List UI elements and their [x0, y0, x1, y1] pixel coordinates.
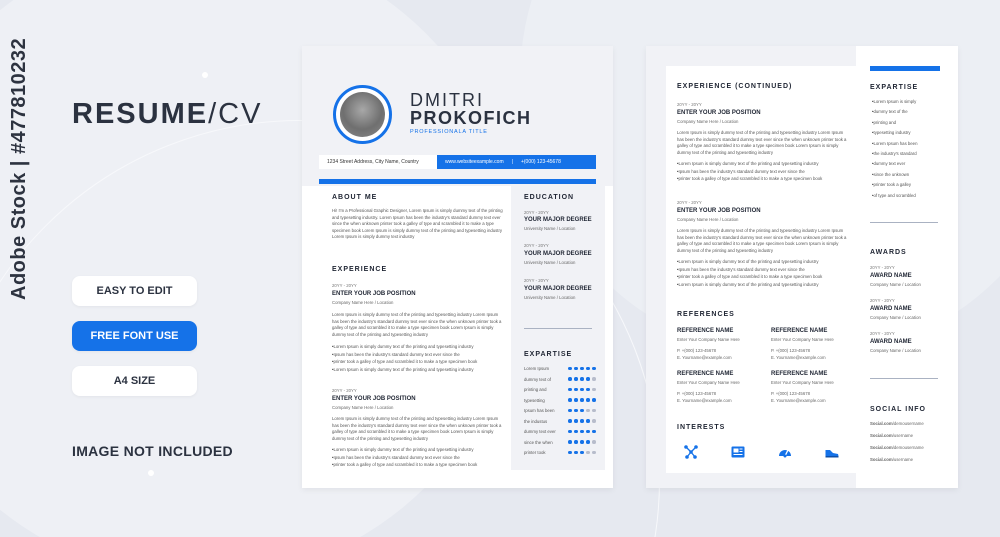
bullet-item: • printer took a galley of type and scrambled it to make a type specimen book	[332, 358, 504, 366]
edu-school: University Name / Location	[524, 260, 576, 265]
edu-school: University Name / Location	[524, 226, 576, 231]
award-company: Company Name / Location	[870, 348, 921, 353]
last-name: PROKOFICH	[410, 108, 532, 128]
award-dates: 20YY - 20YY	[870, 265, 895, 270]
edu-dates: 20YY - 20YY	[524, 243, 549, 248]
divider	[870, 378, 938, 379]
skill-level-dot	[574, 377, 578, 381]
skill-level-dot	[580, 377, 584, 381]
skill-level-dot	[568, 367, 572, 371]
expertise-heading: EXPARTISE	[524, 351, 573, 358]
reference-company: Enter Your Company Name Here	[771, 380, 834, 385]
skill-row	[524, 429, 598, 434]
reference-name: REFERENCE NAME	[771, 371, 828, 377]
skill-level-dot	[586, 388, 590, 392]
edu-school: University Name / Location	[524, 295, 576, 300]
skill-row	[524, 440, 598, 445]
phone: +(000) 123-45678	[520, 159, 561, 165]
reference-email: E. Yourname@example.com	[771, 355, 826, 360]
skill-level-dot	[592, 440, 596, 444]
skill-level-dot	[592, 430, 596, 434]
skill-level-dot	[574, 440, 578, 444]
job-text: Lorem Ipsum is simply dummy text of the printing and typesetting industry Lorem Ipsum has been the industry's standard dummy text ever since the when unknown printer took a galley of type and scrambled it to make a type specimen book Lorem Ipsum is simply dummy text of the printing and typesetting industry	[332, 312, 502, 337]
reference-phone: P. +(000) 123-45678	[677, 348, 716, 353]
address: 1234 Street Address, City Name, Country	[319, 155, 437, 169]
job-text: Lorem Ipsum is simply dummy text of the printing and typesetting industry Lorem Ipsum has been the industry's standard dummy text ever since the when unknown printer took a galley of type and scrambled it to make a type specimen book Lorem Ipsum is simply dummy text of the printing and typesetting industry	[677, 130, 847, 155]
skill-level-dot	[592, 388, 596, 392]
accent-bar	[319, 179, 596, 184]
reference-name: REFERENCE NAME	[677, 328, 734, 334]
social-heading: SOCIAL INFO	[870, 406, 926, 413]
skill-level-dot	[574, 409, 578, 413]
skill-level-dot	[574, 388, 578, 392]
award-name: AWARD NAME	[870, 339, 912, 345]
skill-level-dot	[592, 409, 596, 413]
divider	[870, 222, 938, 223]
reference-name: REFERENCE NAME	[771, 328, 828, 334]
bullet-item: • Lorem Ipsum is simply dummy text of the printing and typesetting industry	[332, 366, 504, 374]
job-bullets	[677, 258, 849, 288]
skill-level-dot	[568, 440, 572, 444]
skill-label: the industus	[524, 418, 548, 424]
skill-level-dot	[592, 377, 596, 381]
reference-phone: P. +(000) 123-45678	[771, 391, 810, 396]
side-expertise-heading: EXPARTISE	[870, 84, 919, 91]
bullet-item: • Ipsum has been the industry's standard dummy text ever since the	[677, 266, 849, 274]
job-dates: 20YY - 20YY	[677, 102, 702, 107]
skill-row	[524, 450, 598, 455]
skill-level-dot	[592, 451, 596, 455]
about-text: Hi! I'm a Professional Graphic Designer, Lorem Ipsum is simply dummy text of the printing and typesetting industry. Lorem Ipsum has been the industry's standard dummy text ever since the when unknown printer took a galley of type and scrambled it to make a type specimen book Lorem Ipsum is simply dummy text of the printing and typesetting industry Lorem Ipsum is simply dummy text industry	[332, 208, 503, 240]
bullet-item: • Ipsum has been the industry's standard dummy text ever since the	[677, 168, 849, 176]
bullet-item: • Ipsum has been the industry's standard dummy text ever since the	[332, 351, 504, 359]
skill-label: printer took	[524, 450, 546, 455]
social-item	[870, 421, 924, 426]
bullet-item: • Lorem Ipsum is simply dummy text of the printing and typesetting industry	[677, 160, 849, 168]
skill-row	[524, 377, 598, 382]
job-bullets	[332, 343, 504, 373]
skill-level-dot	[568, 409, 572, 413]
skill-level-dot	[574, 451, 578, 455]
reference-phone: P. +(000) 123-45678	[771, 348, 810, 353]
award-dates: 20YY - 20YY	[870, 331, 895, 336]
skill-level-dot	[568, 377, 572, 381]
skill-row	[524, 419, 598, 424]
reference-email: E. Yourname@example.com	[677, 355, 732, 360]
feature-pill-free-font: FREE FONT USE	[72, 321, 197, 351]
job-dates: 20YY - 20YY	[332, 283, 357, 288]
contact-bar	[437, 155, 596, 169]
skill-level-dot	[580, 430, 584, 434]
sneaker-icon	[824, 444, 840, 460]
bullet-item: • Ipsum has been the industry's standard dummy text ever since the	[332, 454, 504, 462]
expertise-item: • Lorem Ipsum is simply	[872, 97, 952, 107]
first-name: DMITRI	[410, 90, 484, 110]
skill-level-dot	[592, 398, 596, 402]
reference-email: E. Yourname@example.com	[771, 398, 826, 403]
speedometer-icon	[777, 444, 793, 460]
edu-dates: 20YY - 20YY	[524, 278, 549, 283]
expertise-item: • printer took a galley	[872, 180, 952, 190]
job-company: Company Name Here / Location	[332, 300, 394, 305]
skill-level-dot	[592, 419, 596, 423]
side-expertise-list	[872, 97, 952, 201]
award-company: Company Name / Location	[870, 315, 921, 320]
skill-level-dot	[586, 440, 590, 444]
bullet-item: • Lorem Ipsum is simply dummy text of the printing and typesetting industry	[332, 343, 504, 351]
skill-label: since the when	[524, 439, 553, 445]
social-label: Social.com	[870, 457, 893, 462]
skill-label: dummy text ever	[524, 429, 556, 434]
social-handle: /demousername	[892, 445, 924, 450]
website: www.websiteexample.com	[445, 159, 504, 165]
bullet-item: • Lorem Ipsum is simply dummy text of the printing and typesetting industry	[677, 281, 849, 289]
separator: |	[511, 159, 513, 165]
social-handle: /username	[892, 433, 913, 438]
social-item	[870, 445, 924, 450]
skill-level-dot	[586, 409, 590, 413]
social-label: Social.com	[870, 421, 893, 426]
reference-company: Enter Your Company Name Here	[677, 337, 740, 342]
skill-level-dot	[574, 398, 578, 402]
job-text: Lorem Ipsum is simply dummy text of the printing and typesetting industry Lorem Ipsum has been the industry's standard dummy text ever since the when unknown printer took a galley of type and scrambled it to make a type specimen book Lorem Ipsum is simply dummy text of the printing and typesetting industry	[677, 228, 847, 253]
job-title: ENTER YOUR JOB POSITION	[677, 110, 761, 116]
expertise-item: • since the unknown	[872, 170, 952, 180]
bullet-item: • printer took a galley of type and scrambled it to make a type specimen book	[332, 461, 504, 469]
feature-pill-a4: A4 SIZE	[72, 366, 197, 396]
expertise-item: • printing and	[872, 118, 952, 128]
social-label: Social.com	[870, 445, 893, 450]
education-heading: EDUCATION	[524, 194, 575, 201]
job-title: ENTER YOUR JOB POSITION	[332, 291, 416, 297]
skill-level-dot	[580, 451, 584, 455]
skill-level-dot	[586, 367, 590, 371]
stock-watermark: Adobe Stock | #477810232	[8, 37, 30, 300]
skill-label: dummy text of	[524, 376, 551, 382]
accent-bar	[870, 66, 940, 71]
expertise-item: • typesetting industry	[872, 128, 952, 138]
reference-phone: P. +(000) 123-45678	[677, 391, 716, 396]
expertise-item: • dummy text ever	[872, 159, 952, 169]
experience-continued-heading: EXPERIENCE (CONTINUED)	[677, 83, 793, 90]
skill-level-dot	[568, 451, 572, 455]
bullet-item: • Lorem Ipsum is simply dummy text of the printing and typesetting industry	[677, 258, 849, 266]
network-icon	[683, 444, 699, 460]
skill-level-dot	[580, 367, 584, 371]
skill-level-dot	[574, 430, 578, 434]
title-bold: RESUME	[72, 98, 209, 130]
skill-level-dot	[580, 388, 584, 392]
avatar	[340, 92, 385, 137]
edu-degree: YOUR MAJOR DEGREE	[524, 251, 592, 257]
social-handle: /demousername	[892, 421, 924, 426]
social-handle: /username	[892, 457, 913, 462]
resume-page-1	[302, 46, 613, 488]
edu-degree: YOUR MAJOR DEGREE	[524, 217, 592, 223]
expertise-item: • of type and scrambled	[872, 191, 952, 201]
skill-level-dot	[586, 419, 590, 423]
experience-heading: EXPERIENCE	[332, 266, 388, 273]
skill-row	[524, 408, 598, 413]
award-name: AWARD NAME	[870, 306, 912, 312]
reference-name: REFERENCE NAME	[677, 371, 734, 377]
resume-page-2	[646, 46, 958, 488]
avatar-frame	[333, 85, 392, 144]
image-note: IMAGE NOT INCLUDED	[72, 443, 233, 459]
skill-level-dot	[586, 398, 590, 402]
skill-level-dot	[568, 419, 572, 423]
skill-row	[524, 398, 598, 403]
skill-level-dot	[568, 430, 572, 434]
job-company: Company Name Here / Location	[677, 119, 739, 124]
skill-level-dot	[586, 451, 590, 455]
expertise-item: • dummy text of the	[872, 107, 952, 117]
interests-heading: INTERESTS	[677, 424, 726, 431]
edu-dates: 20YY - 20YY	[524, 210, 549, 215]
job-company: Company Name Here / Location	[332, 405, 394, 410]
skill-level-dot	[568, 388, 572, 392]
job-bullets	[677, 160, 849, 183]
skill-level-dot	[586, 377, 590, 381]
decor-dot	[148, 470, 154, 476]
skill-level-dot	[568, 398, 572, 402]
skill-level-dot	[580, 440, 584, 444]
feature-pill-easy-edit: EASY TO EDIT	[72, 276, 197, 306]
job-dates: 20YY - 20YY	[332, 388, 357, 393]
skill-level-dot	[574, 367, 578, 371]
job-title: ENTER YOUR JOB POSITION	[677, 208, 761, 214]
reference-company: Enter Your Company Name Here	[677, 380, 740, 385]
skill-level-dot	[580, 419, 584, 423]
skill-level-dot	[580, 398, 584, 402]
job-title: ENTER YOUR JOB POSITION	[332, 396, 416, 402]
skill-label: printing and	[524, 387, 547, 392]
decor-dot	[202, 72, 208, 78]
promo-title	[72, 98, 262, 131]
title-thin: /CV	[208, 98, 263, 130]
expertise-item: • the industry's standard	[872, 149, 952, 159]
divider	[524, 328, 592, 329]
edu-degree: YOUR MAJOR DEGREE	[524, 286, 592, 292]
professional-title: PROFESSIONALA TITLE	[410, 129, 488, 135]
job-text: Lorem Ipsum is simply dummy text of the printing and typesetting industry Lorem Ipsum has been the industry's standard dummy text ever since the when unknown printer took a galley of type and scrambled it to make a type specimen book Lorem Ipsum is simply dummy text of the printing and typesetting industry	[332, 416, 502, 441]
award-name: AWARD NAME	[870, 273, 912, 279]
reference-company: Enter Your Company Name Here	[771, 337, 834, 342]
skill-label: Ipsum has been	[524, 408, 555, 413]
bullet-item: • printer took a galley of type and scrambled it to make a type specimen book	[677, 273, 849, 281]
skill-level-dot	[580, 409, 584, 413]
social-label: Social.com	[870, 433, 893, 438]
award-dates: 20YY - 20YY	[870, 298, 895, 303]
skill-level-dot	[592, 367, 596, 371]
skill-row	[524, 387, 598, 392]
references-heading: REFERENCES	[677, 311, 735, 318]
social-item	[870, 457, 913, 462]
skill-level-dot	[586, 430, 590, 434]
bullet-item: • printer took a galley of type and scrambled it to make a type specimen book	[677, 175, 849, 183]
job-bullets	[332, 446, 504, 469]
job-company: Company Name Here / Location	[677, 217, 739, 222]
skill-label: typesetting	[524, 397, 545, 403]
skill-level-dot	[574, 419, 578, 423]
job-dates: 20YY - 20YY	[677, 200, 702, 205]
awards-heading: AWARDS	[870, 249, 907, 256]
skill-row	[524, 366, 598, 371]
award-company: Company Name / Location	[870, 282, 921, 287]
social-item	[870, 433, 913, 438]
bullet-item: • Lorem Ipsum is simply dummy text of the printing and typesetting industry	[332, 446, 504, 454]
newspaper-icon	[730, 444, 746, 460]
skill-label: Lorem Ipsum	[524, 366, 550, 371]
reference-email: E. Yourname@example.com	[677, 398, 732, 403]
about-heading: ABOUT ME	[332, 194, 378, 201]
expertise-item: • Lorem Ipsum has been	[872, 139, 952, 149]
